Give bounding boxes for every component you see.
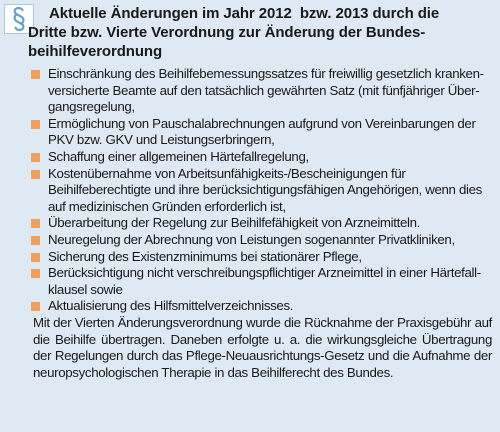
bullet-square-icon <box>31 302 40 311</box>
list-item <box>30 215 492 232</box>
list-item <box>30 166 492 216</box>
list-item <box>30 116 492 149</box>
bullet-square-icon <box>31 253 40 262</box>
list-item-text: Sicherung des Existenzminimums bei stationärer Pflege, <box>48 248 362 264</box>
list-item-text: Einschränkung des Beihilfebemessungssatzes für freiwillig gesetzlich krankenversicherte Beamte auf den tatsächlich gewährten Satz (mit fünfjähriger Übergangsregelung, <box>48 66 485 115</box>
list-item-text: Überarbeitung der Regelung zur Beihilfefähigkeit von Arzneimitteln. <box>48 215 420 231</box>
list-item-text: Schaffung einer allgemeinen Härtefallregelung, <box>48 148 309 164</box>
list-item <box>30 149 492 166</box>
box-content <box>30 66 492 395</box>
bullet-square-icon <box>31 236 40 245</box>
bullet-square-icon <box>31 70 40 79</box>
bullet-square-icon <box>31 120 40 129</box>
title-line-2: Dritte bzw. Vierte Verordnung zur Änderung der Bundes- <box>28 24 426 41</box>
title-line-1: Aktuelle Änderungen im Jahr 2012 bzw. 2013 durch die <box>49 5 440 22</box>
list-item-text: Neuregelung der Abrechnung von Leistungen sogenannter Privatkliniken, <box>48 231 455 247</box>
title-line-3: beihilfeverordnung <box>28 43 163 60</box>
bullet-square-icon <box>31 153 40 162</box>
list-item <box>30 66 492 116</box>
bullet-square-icon <box>31 269 40 278</box>
box-title <box>28 4 494 61</box>
list-item <box>30 249 492 266</box>
list-item <box>30 298 492 315</box>
list-item <box>30 232 492 249</box>
bullet-square-icon <box>31 219 40 228</box>
list-item-text: Ermöglichung von Pauschalabrechnungen aufgrund von Vereinbarungen der PKV bzw. GKV und Leistungserbringern, <box>48 115 476 148</box>
list-item-text: Kostenübernahme von Arbeitsunfähigkeits-/Bescheinigungen für Beihilfeberechtigte und ihre berücksichtigungsfähigen Angehörigen, wenn dies auf medizinischen Gründen erforderlich ist, <box>48 165 482 214</box>
summary-paragraph: Mit der Vierten Änderungsverordnung wurde die Rücknahme der Praxisgebühr auf die Beihilfe übertragen. Daneben erfolgte u. a. die wirkungsgleiche Übertragung der Regelungen durch das Pflege-Neuausrichtungs-Gesetz und die Aufnahme der neuropsychologischen Therapie in das Beihilferecht des Bundes. <box>33 314 492 380</box>
change-list <box>30 66 492 315</box>
bullet-square-icon <box>31 170 40 179</box>
list-item-text: Berücksichtigung nicht verschreibungspflichtiger Arzneimittel in einer Härtefallklausel sowie <box>48 265 482 297</box>
list-item-text: Aktualisierung des Hilfsmittelverzeichnisses. <box>48 298 294 314</box>
list-item <box>30 265 492 298</box>
